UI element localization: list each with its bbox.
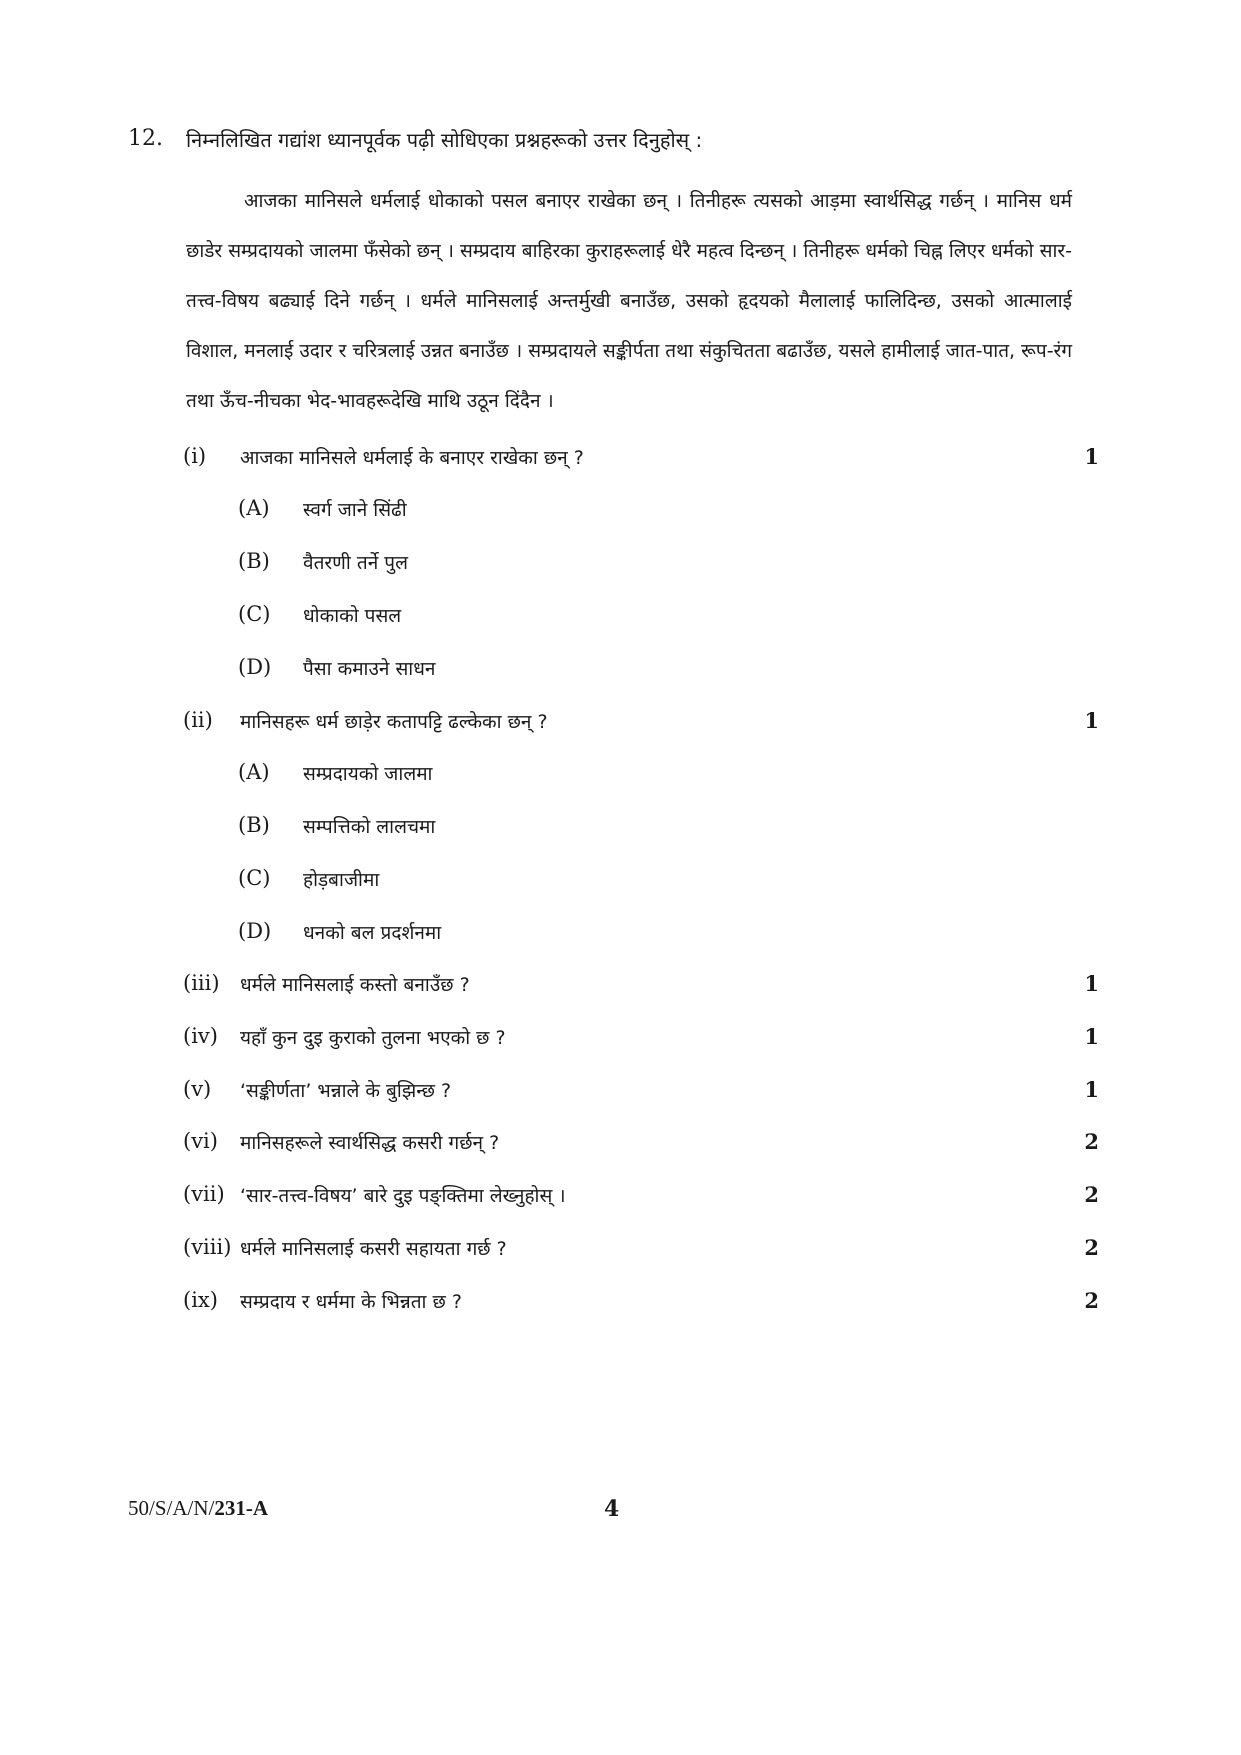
option-label: (C)	[238, 602, 271, 626]
marks: 2	[1084, 1182, 1099, 1207]
paper-code-number: 231-A	[214, 1496, 269, 1520]
marks: 1	[1084, 1024, 1099, 1049]
option-label: (C)	[238, 866, 271, 890]
subquestion-text: सम्प्रदाय र धर्ममा के भिन्नता छ ?	[240, 1291, 462, 1313]
marks: 2	[1084, 1235, 1099, 1260]
marks: 1	[1084, 708, 1099, 733]
subquestion-text: यहाँ कुन दुइ कुराको तुलना भएको छ ?	[240, 1027, 506, 1049]
marks: 2	[1084, 1288, 1099, 1313]
page-number: 4	[604, 1496, 620, 1522]
paper-code-prefix: 50/S/A/N/	[128, 1496, 215, 1520]
subquestion-label: (iv)	[183, 1024, 218, 1048]
option-text: धोकाको पसल	[303, 605, 402, 627]
marks: 1	[1084, 444, 1099, 469]
subquestion-text: धर्मले मानिसलाई कस्तो बनाउँछ ?	[240, 974, 470, 996]
subquestion-label: (vii)	[183, 1182, 225, 1206]
option-label: (A)	[238, 496, 270, 520]
subquestion-text: मानिसहरू धर्म छाड़ेर कतापट्टि ढल्केका छन् ?	[240, 711, 548, 733]
question-number: 12.	[128, 126, 163, 151]
option-text: स्वर्ग जाने सिंढी	[303, 499, 407, 521]
option-text: सम्प्रदायको जालमा	[303, 763, 433, 785]
subquestion-text: मानिसहरूले स्वार्थसिद्ध कसरी गर्छन् ?	[240, 1132, 500, 1154]
subquestion-label: (v)	[183, 1077, 212, 1101]
option-label: (B)	[238, 813, 270, 837]
subquestion-label: (vi)	[183, 1129, 218, 1153]
subquestion-label: (iii)	[183, 971, 220, 995]
option-text: पैसा कमाउने साधन	[303, 658, 436, 680]
subquestion-text: आजका मानिसले धर्मलाई के बनाएर राखेका छन् ?	[240, 447, 584, 469]
option-label: (D)	[238, 655, 272, 679]
paper-code	[128, 1496, 268, 1521]
option-text: सम्पत्तिको लालचमा	[303, 816, 436, 838]
passage: आजका मानिसले धर्मलाई धोकाको पसल बनाएर राखेका छन् । तिनीहरू त्यसको आड़मा स्वार्थसिद्ध गर्छन् । मानिस धर्म छाडेर सम्प्रदायको जालमा फँसेको छन् । सम्प्रदाय बाहिरका कुराहरूलाई धेरै महत्व दिन्छन् । तिनीहरू धर्मको चिह्न लिएर धर्मको सार-तत्त्व-विषय बढ्याई दिने गर्छन् । धर्मले मानिसलाई अन्तर्मुखी बनाउँछ, उसको हृदयको मैलालाई फालिदिन्छ, उसको आत्मालाई विशाल, मनलाई उदार र चरित्रलाई उन्नत बनाउँछ । सम्प्रदायले सङ्कीर्पता तथा संकुचितता बढाउँछ, यसले हामीलाई जात-पात, रूप-रंग तथा ऊँच-नीचका भेद-भावहरूदेखि माथि उठून दिंदैन ।	[186, 190, 1073, 412]
subquestion-text: ‘सङ्कीर्णता’ भन्नाले के बुझिन्छ ?	[240, 1080, 452, 1102]
subquestion-label: (i)	[183, 444, 207, 468]
option-label: (D)	[238, 919, 272, 943]
marks: 2	[1084, 1129, 1099, 1154]
subquestion-label: (ii)	[183, 708, 213, 732]
subquestion-text: धर्मले मानिसलाई कसरी सहायता गर्छ ?	[240, 1238, 507, 1260]
option-label: (B)	[238, 549, 270, 573]
question-instruction: निम्नलिखित गद्यांश ध्यानपूर्वक पढ़ी सोधिएका प्रश्नहरूको उत्तर दिनुहोस् :	[186, 128, 703, 152]
option-label: (A)	[238, 760, 270, 784]
subquestion-label: (viii)	[183, 1235, 232, 1259]
marks: 1	[1084, 1077, 1099, 1102]
subquestion-label: (ix)	[183, 1288, 218, 1312]
subquestion-text: ‘सार-तत्त्व-विषय’ बारे दुइ पङ्क्तिमा लेख्नुहोस् ।	[240, 1185, 566, 1207]
option-text: धनको बल प्रदर्शनमा	[303, 922, 442, 944]
marks: 1	[1084, 971, 1099, 996]
option-text: होड़बाजीमा	[303, 869, 380, 891]
option-text: वैतरणी तर्ने पुल	[303, 552, 408, 574]
